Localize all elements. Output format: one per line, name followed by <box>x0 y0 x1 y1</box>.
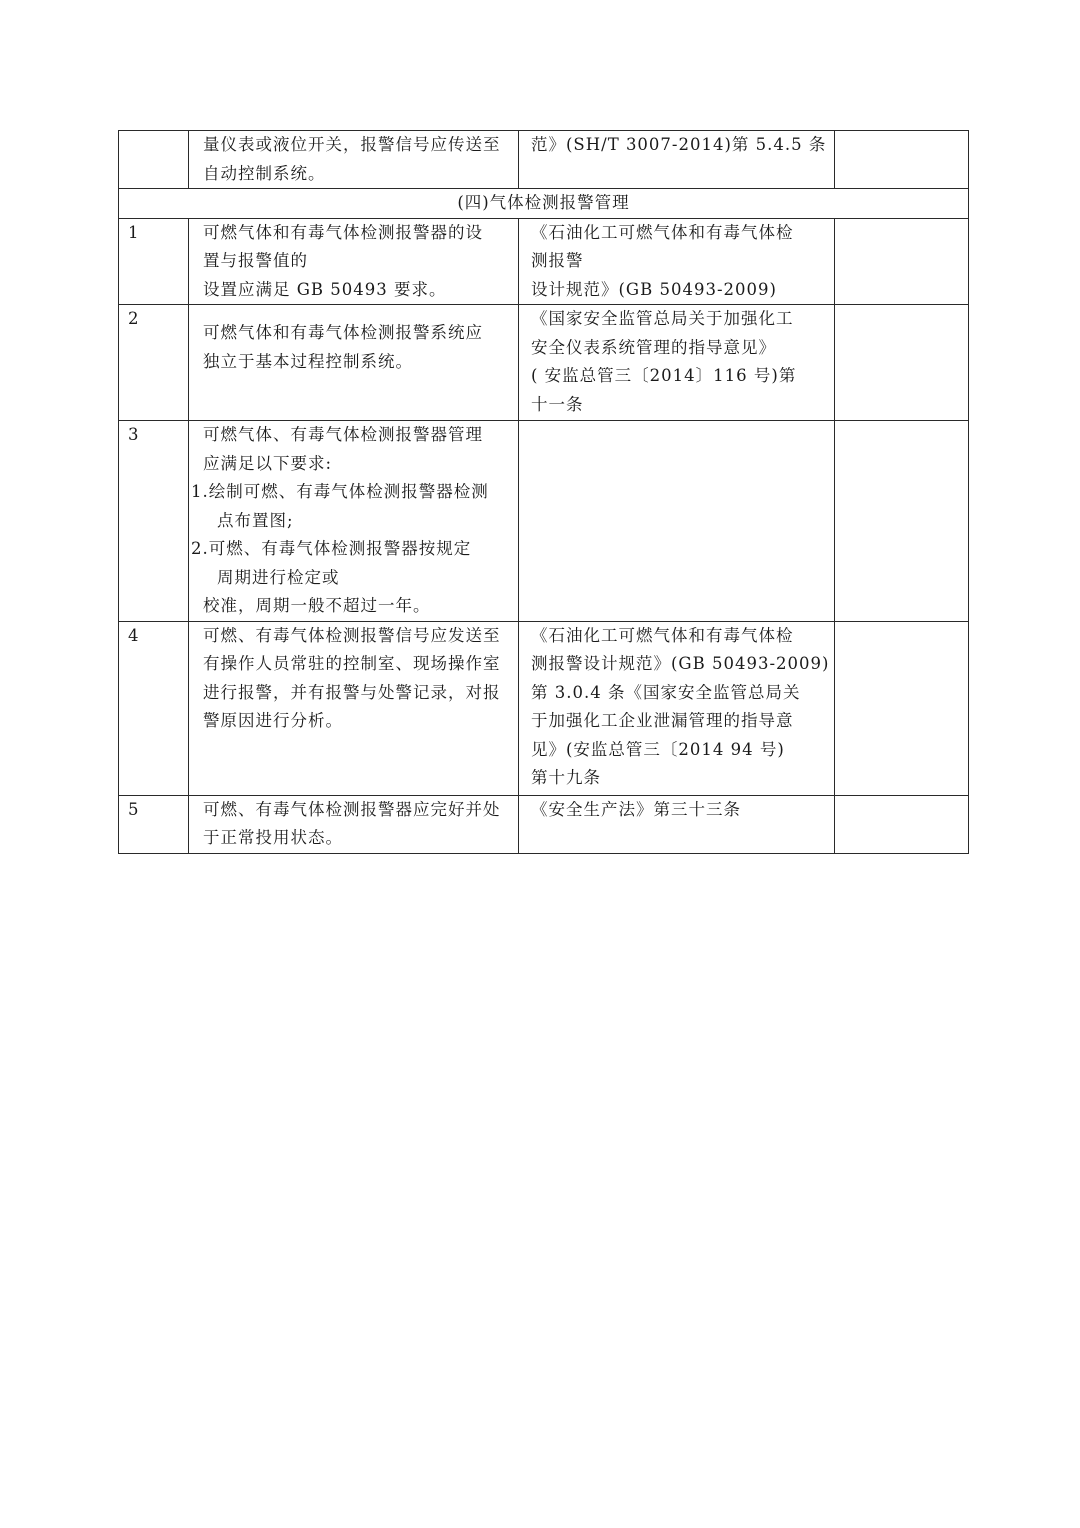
basis-line: 《安全生产法》第三十三条 <box>531 799 741 819</box>
requirement-line: 可燃气体和有毒气体检测报警器的设 <box>203 222 483 242</box>
requirement-line: 应满足以下要求: <box>203 453 333 473</box>
table-row <box>119 621 969 795</box>
requirement-line: 有操作人员常驻的控制室、现场操作室 <box>203 654 501 673</box>
cell-note <box>835 421 969 622</box>
basis-line: 于加强化工企业泄漏管理的指导意 <box>531 711 794 730</box>
table-row <box>119 795 969 853</box>
cell-requirement <box>189 131 519 189</box>
basis-line: ( 安监总管三〔2014〕116 号)第 <box>531 366 797 385</box>
cell-note <box>835 305 969 421</box>
requirement-line: 周期进行检定或 <box>217 567 340 587</box>
cell-basis <box>519 305 835 421</box>
requirement-line: 置与报警值的 <box>203 251 308 270</box>
spacer <box>203 305 510 319</box>
basis-line: 见》(安监总管三〔2014 94 号) <box>531 739 785 759</box>
section-title: (四)气体检测报警管理 <box>119 189 969 219</box>
requirement-line: 2.可燃、有毒气体检测报警器按规定 <box>191 539 472 558</box>
basis-line: 安全仪表系统管理的指导意见》 <box>531 337 776 357</box>
cell-requirement <box>189 795 519 853</box>
cell-no: 5 <box>119 795 189 853</box>
cell-basis <box>519 795 835 853</box>
requirement-line: 于正常投用状态。 <box>203 828 343 847</box>
cell-basis <box>519 218 835 305</box>
cell-no: 3 <box>119 421 189 622</box>
cell-note <box>835 795 969 853</box>
requirement-line: 可燃气体和有毒气体检测报警系统应 <box>203 323 483 342</box>
cell-no: 4 <box>119 621 189 795</box>
basis-line: 第 3.0.4 条《国家安全监管总局关 <box>531 682 801 702</box>
basis-line: 第十九条 <box>531 768 601 787</box>
cell-no <box>119 131 189 189</box>
basis-line: 《石油化工可燃气体和有毒气体检 <box>531 625 794 645</box>
requirement-line: 警原因进行分析。 <box>203 711 343 730</box>
cell-note <box>835 621 969 795</box>
basis-line: 测报警 <box>531 251 584 270</box>
cell-basis <box>519 131 835 189</box>
cell-basis <box>519 621 835 795</box>
table-row <box>119 421 969 622</box>
basis-line: 《石油化工可燃气体和有毒气体检 <box>531 222 794 242</box>
basis-line: 十一条 <box>531 394 584 414</box>
requirement-line: 可燃、有毒气体检测报警器应完好并处 <box>203 799 501 819</box>
cell-requirement <box>189 305 519 421</box>
cell-note <box>835 131 969 189</box>
basis-line: 测报警设计规范》(GB 50493-2009) <box>531 654 830 673</box>
cell-basis <box>519 421 835 622</box>
cell-requirement <box>189 218 519 305</box>
requirement-line: 设置应满足 GB 50493 要求。 <box>203 279 447 299</box>
cell-note <box>835 218 969 305</box>
requirement-line: 可燃气体、有毒气体检测报警器管理 <box>203 425 483 444</box>
table-row-continuation <box>119 131 969 189</box>
table-row <box>119 218 969 305</box>
requirement-line: 进行报警，并有报警与处警记录，对报 <box>203 682 501 702</box>
cell-no: 1 <box>119 218 189 305</box>
basis-line: 范》(SH/T 3007-2014)第 5.4.5 条 <box>531 135 827 154</box>
basis-line: 《国家安全监管总局关于加强化工 <box>531 309 794 328</box>
table-row <box>119 305 969 421</box>
cell-requirement <box>189 421 519 622</box>
requirement-line: 校准，周期一般不超过一年。 <box>203 596 431 615</box>
checklist-table <box>118 130 969 854</box>
cell-requirement <box>189 621 519 795</box>
requirement-line: 可燃、有毒气体检测报警信号应发送至 <box>203 625 501 645</box>
requirement-line: 点布置图; <box>217 510 294 530</box>
cell-no: 2 <box>119 305 189 421</box>
basis-line: 设计规范》(GB 50493-2009) <box>531 279 777 299</box>
requirement-line: 1.绘制可燃、有毒气体检测报警器检测 <box>191 482 489 501</box>
section-header-row <box>119 189 969 219</box>
requirement-line: 自动控制系统。 <box>203 163 326 183</box>
requirement-line: 独立于基本过程控制系统。 <box>203 351 413 371</box>
requirement-line: 量仪表或液位开关，报警信号应传送至 <box>203 135 501 154</box>
